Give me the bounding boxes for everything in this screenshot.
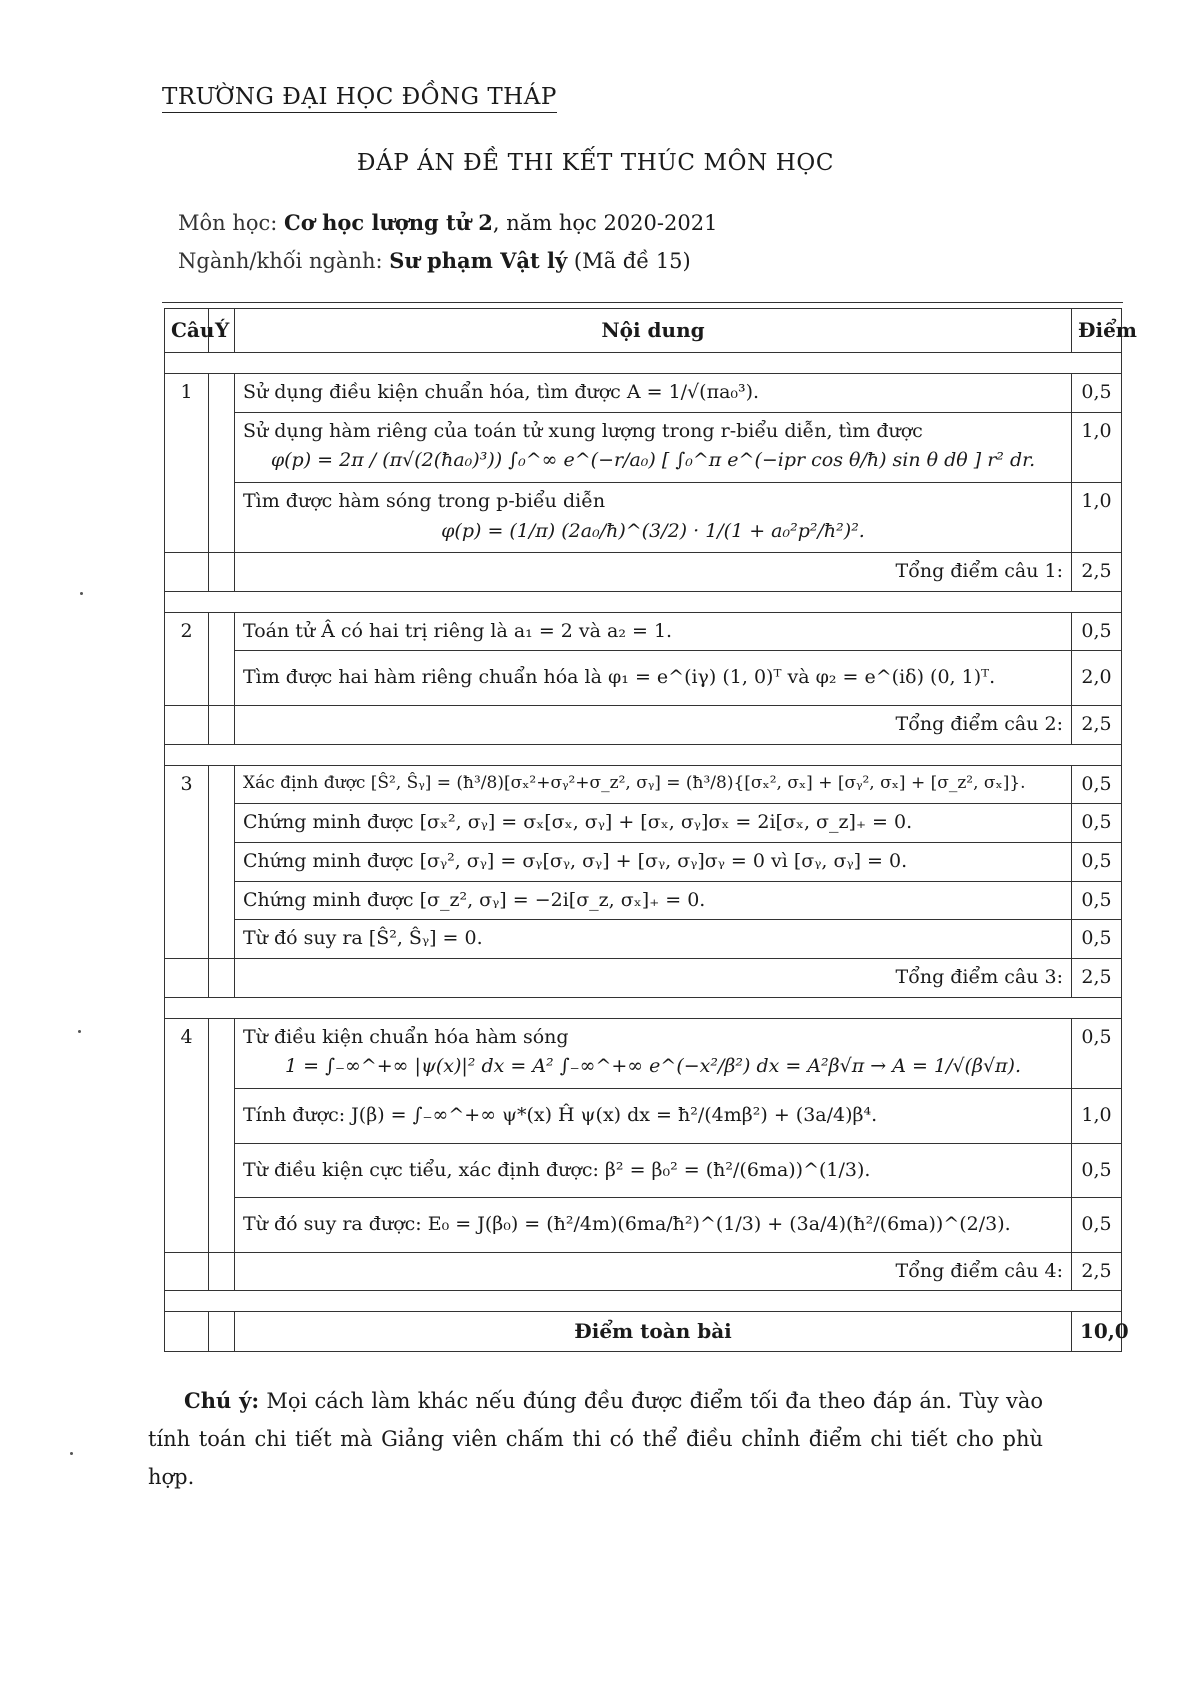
exam-code: (Mã đề 15) xyxy=(573,249,691,273)
subtotal-row xyxy=(165,958,1122,997)
answer-score: 0,5 xyxy=(1072,765,1122,804)
answer-text: Xác định được [Ŝ², Ŝᵧ] = (ħ³/8)[σₓ²+σᵧ²+σ_z², σᵧ] = (ħ³/8){[σₓ², σₓ] + [σᵧ², σₓ] + [σ_z², σₓ]}. xyxy=(243,772,1026,793)
answer-text: Tìm được hai hàm riêng chuẩn hóa là φ₁ = e^(iγ) (1, 0)ᵀ và φ₂ = e^(iδ) (0, 1)ᵀ. xyxy=(243,666,996,689)
answer-score: 1,0 xyxy=(1072,482,1122,552)
major-line xyxy=(178,248,691,273)
answer-text: Tính được: J(β) = ∫₋∞^+∞ ψ*(x) Ĥ ψ(x) dx = ħ²/(4mβ²) + (3a/4)β⁴. xyxy=(243,1103,878,1126)
answer-score: 0,5 xyxy=(1072,374,1122,413)
answer-content xyxy=(235,374,1072,413)
subtotal-label: Tổng điểm câu 2: xyxy=(235,706,1072,745)
subtotal-score: 2,5 xyxy=(1072,706,1122,745)
subject-line xyxy=(178,210,717,235)
subtotal-label: Tổng điểm câu 4: xyxy=(235,1252,1072,1291)
footnote-label: Chú ý: xyxy=(184,1388,260,1413)
answer-content xyxy=(235,1143,1072,1198)
answer-text: Toán tử Â có hai trị riêng là a₁ = 2 và a₂ = 1. xyxy=(243,619,673,642)
top-rule xyxy=(162,302,1123,303)
table-row xyxy=(165,920,1122,959)
subtotal-row xyxy=(165,706,1122,745)
table-row xyxy=(165,1143,1122,1198)
answer-score: 1,0 xyxy=(1072,1088,1122,1143)
answer-score: 1,0 xyxy=(1072,412,1122,482)
subtotal-label: Tổng điểm câu 3: xyxy=(235,958,1072,997)
grand-total-row xyxy=(165,1312,1122,1352)
answer-score: 0,5 xyxy=(1072,1018,1122,1088)
table-row xyxy=(165,482,1122,552)
answer-content xyxy=(235,1088,1072,1143)
header-content: Nội dung xyxy=(235,309,1072,353)
answer-text: Chứng minh được [σᵧ², σᵧ] = σᵧ[σᵧ, σᵧ] + [σᵧ, σᵧ]σᵧ = 0 vì [σᵧ, σᵧ] = 0. xyxy=(243,850,908,873)
answer-content xyxy=(235,843,1072,882)
header-score: Điểm xyxy=(1072,309,1122,353)
answer-score: 2,0 xyxy=(1072,651,1122,706)
table-header-row xyxy=(165,309,1122,353)
answer-text: Chứng minh được [σ_z², σᵧ] = −2i[σ_z, σₓ]₊ = 0. xyxy=(243,888,706,911)
subtotal-score: 2,5 xyxy=(1072,1252,1122,1291)
grand-total-label: Điểm toàn bài xyxy=(235,1312,1072,1352)
table-row xyxy=(165,765,1122,804)
table-row xyxy=(165,651,1122,706)
table-row xyxy=(165,1088,1122,1143)
answer-text: Sử dụng hàm riêng của toán tử xung lượng trong r-biểu diễn, tìm được xyxy=(243,419,923,442)
answer-text: Sử dụng điều kiện chuẩn hóa, tìm được A = 1/√(πa₀³). xyxy=(243,381,760,403)
answer-score: 0,5 xyxy=(1072,1143,1122,1198)
answer-content xyxy=(235,612,1072,651)
table-row xyxy=(165,804,1122,843)
scan-speck xyxy=(78,1030,81,1033)
table-row xyxy=(165,412,1122,482)
scan-speck xyxy=(70,1452,73,1455)
header-y: Ý xyxy=(209,309,235,353)
question-number: 3 xyxy=(165,765,209,958)
major-name: Sư phạm Vật lý xyxy=(389,248,568,273)
question-number: 2 xyxy=(165,612,209,705)
subject-name: Cơ học lượng tử 2 xyxy=(284,210,493,235)
answer-content xyxy=(235,651,1072,706)
answer-score: 0,5 xyxy=(1072,881,1122,920)
footnote xyxy=(148,1382,1043,1496)
table-row xyxy=(165,843,1122,882)
answer-text: Tìm được hàm sóng trong p-biểu diễn xyxy=(243,489,606,512)
major-label: Ngành/khối ngành: xyxy=(178,249,383,273)
subject-label: Môn học: xyxy=(178,211,278,235)
subtotal-label: Tổng điểm câu 1: xyxy=(235,553,1072,592)
answer-score: 0,5 xyxy=(1072,612,1122,651)
table-row xyxy=(165,1018,1122,1088)
answer-content xyxy=(235,1018,1072,1088)
header-cau: Câu xyxy=(165,309,209,353)
subtotal-row xyxy=(165,1252,1122,1291)
question-number: 1 xyxy=(165,374,209,553)
answer-equation: φ(p) = (1/π) (2a₀/ħ)^(3/2) · 1/(1 + a₀²p²/ħ²)². xyxy=(441,519,865,542)
table-row xyxy=(165,1198,1122,1253)
table-row xyxy=(165,881,1122,920)
answer-content xyxy=(235,765,1072,804)
answer-text: Chứng minh được [σₓ², σᵧ] = σₓ[σₓ, σᵧ] + [σₓ, σᵧ]σₓ = 2i[σₓ, σ_z]₊ = 0. xyxy=(243,811,913,834)
answer-content xyxy=(235,804,1072,843)
answer-content xyxy=(235,482,1072,552)
answer-table xyxy=(164,308,1137,1352)
scan-speck xyxy=(80,592,83,595)
grand-total-score: 10,0 xyxy=(1072,1312,1122,1352)
document-title: ĐÁP ÁN ĐỀ THI KẾT THÚC MÔN HỌC xyxy=(356,150,835,176)
answer-score: 0,5 xyxy=(1072,1198,1122,1253)
answer-text: Từ điều kiện chuẩn hóa hàm sóng xyxy=(243,1025,569,1048)
answer-content xyxy=(235,1198,1072,1253)
answer-equation: 1 = ∫₋∞^+∞ |ψ(x)|² dx = A² ∫₋∞^+∞ e^(−x²/β²) dx = A²β√π → A = 1/√(β√π). xyxy=(285,1055,1021,1078)
answer-content xyxy=(235,920,1072,959)
school-name: TRƯỜNG ĐẠI HỌC ĐỒNG THÁP xyxy=(162,84,557,113)
answer-text: Từ đó suy ra [Ŝ², Ŝᵧ] = 0. xyxy=(243,927,483,950)
answer-text: Từ đó suy ra được: E₀ = J(β₀) = (ħ²/4m)(6ma/ħ²)^(1/3) + (3a/4)(ħ²/(6ma))^(2/3). xyxy=(243,1213,1011,1236)
answer-score: 0,5 xyxy=(1072,843,1122,882)
answer-content xyxy=(235,881,1072,920)
footnote-text: Mọi cách làm khác nếu đúng đều được điểm tối đa theo đáp án. Tùy vào tính toán chi tiết mà Giảng viên chấm thi có thể điều chỉnh điểm chi tiết cho phù hợp. xyxy=(148,1389,1044,1489)
subtotal-row xyxy=(165,553,1122,592)
table-row xyxy=(165,374,1122,413)
subtotal-score: 2,5 xyxy=(1072,553,1122,592)
answer-content xyxy=(235,412,1072,482)
answer-text: Từ điều kiện cực tiểu, xác định được: β² = β₀² = (ħ²/(6ma))^(1/3). xyxy=(243,1158,871,1181)
subtotal-score: 2,5 xyxy=(1072,958,1122,997)
answer-equation: φ(p) = 2π / (π√(2(ħa₀)³)) ∫₀^∞ e^(−r/a₀) [ ∫₀^π e^(−ipr cos θ/ħ) sin θ dθ ] r² dr. xyxy=(270,449,1036,472)
table-row xyxy=(165,612,1122,651)
answer-score: 0,5 xyxy=(1072,804,1122,843)
answer-score: 0,5 xyxy=(1072,920,1122,959)
question-number: 4 xyxy=(165,1018,209,1252)
school-year: , năm học 2020-2021 xyxy=(492,211,718,235)
